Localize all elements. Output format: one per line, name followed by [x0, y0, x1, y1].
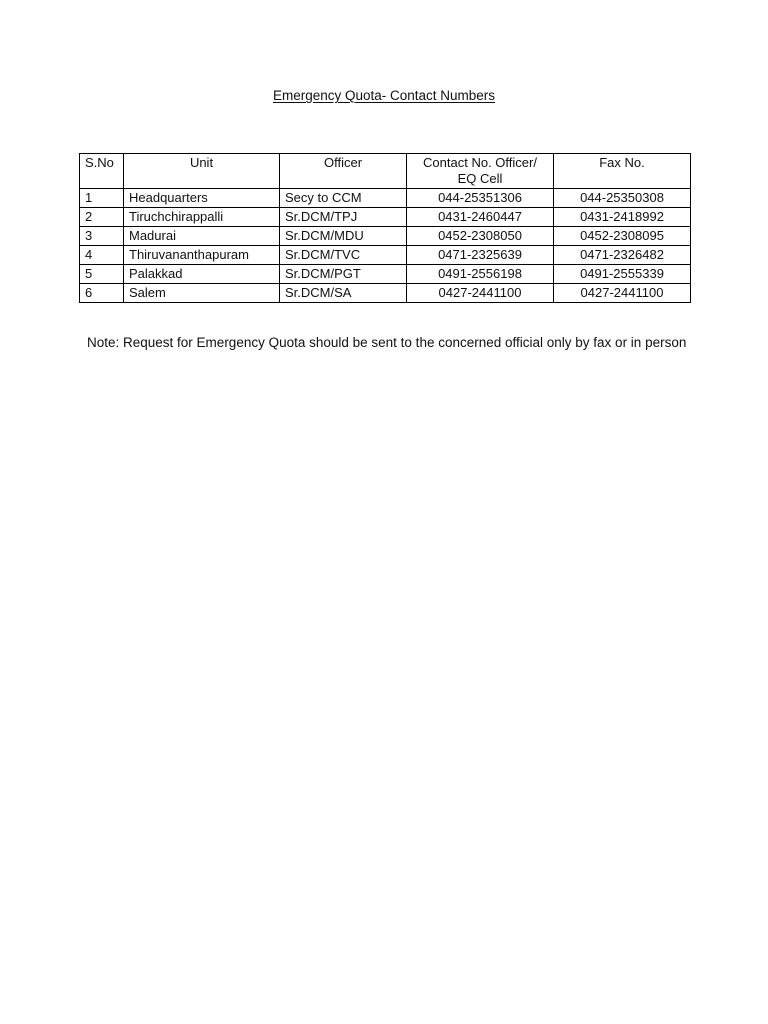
cell-officer: Secy to CCM	[280, 189, 407, 208]
cell-unit: Madurai	[124, 227, 280, 246]
cell-officer: Sr.DCM/TPJ	[280, 208, 407, 227]
cell-sno: 4	[80, 246, 124, 265]
cell-sno: 1	[80, 189, 124, 208]
cell-sno: 3	[80, 227, 124, 246]
table-row	[80, 208, 691, 227]
cell-officer: Sr.DCM/PGT	[280, 265, 407, 284]
cell-unit: Headquarters	[124, 189, 280, 208]
cell-fax: 0427-2441100	[554, 284, 691, 303]
header-sno: S.No	[80, 154, 124, 189]
cell-contact: 0427-2441100	[407, 284, 554, 303]
table-row	[80, 265, 691, 284]
table-row	[80, 246, 691, 265]
table-body	[80, 189, 691, 303]
cell-fax: 0491-2555339	[554, 265, 691, 284]
cell-fax: 0452-2308095	[554, 227, 691, 246]
document-title: Emergency Quota- Contact Numbers	[272, 88, 496, 103]
note-text: Note: Request for Emergency Quota should be sent to the concerned official only by fax or in person	[87, 335, 687, 350]
cell-sno: 6	[80, 284, 124, 303]
table-row	[80, 189, 691, 208]
header-officer: Officer	[280, 154, 407, 189]
table-header-row	[80, 154, 691, 189]
cell-contact: 0431-2460447	[407, 208, 554, 227]
cell-fax: 0471-2326482	[554, 246, 691, 265]
cell-unit: Tiruchchirappalli	[124, 208, 280, 227]
cell-unit: Salem	[124, 284, 280, 303]
cell-officer: Sr.DCM/SA	[280, 284, 407, 303]
table-row	[80, 227, 691, 246]
cell-contact: 044-25351306	[407, 189, 554, 208]
cell-fax: 044-25350308	[554, 189, 691, 208]
cell-officer: Sr.DCM/MDU	[280, 227, 407, 246]
contact-table	[79, 153, 691, 303]
cell-contact: 0491-2556198	[407, 265, 554, 284]
cell-unit: Thiruvananthapuram	[124, 246, 280, 265]
cell-officer: Sr.DCM/TVC	[280, 246, 407, 265]
header-fax: Fax No.	[554, 154, 691, 189]
cell-sno: 2	[80, 208, 124, 227]
table-row	[80, 284, 691, 303]
cell-contact: 0452-2308050	[407, 227, 554, 246]
cell-contact: 0471-2325639	[407, 246, 554, 265]
cell-sno: 5	[80, 265, 124, 284]
header-contact: Contact No. Officer/ EQ Cell	[407, 154, 554, 189]
cell-unit: Palakkad	[124, 265, 280, 284]
header-unit: Unit	[124, 154, 280, 189]
cell-fax: 0431-2418992	[554, 208, 691, 227]
